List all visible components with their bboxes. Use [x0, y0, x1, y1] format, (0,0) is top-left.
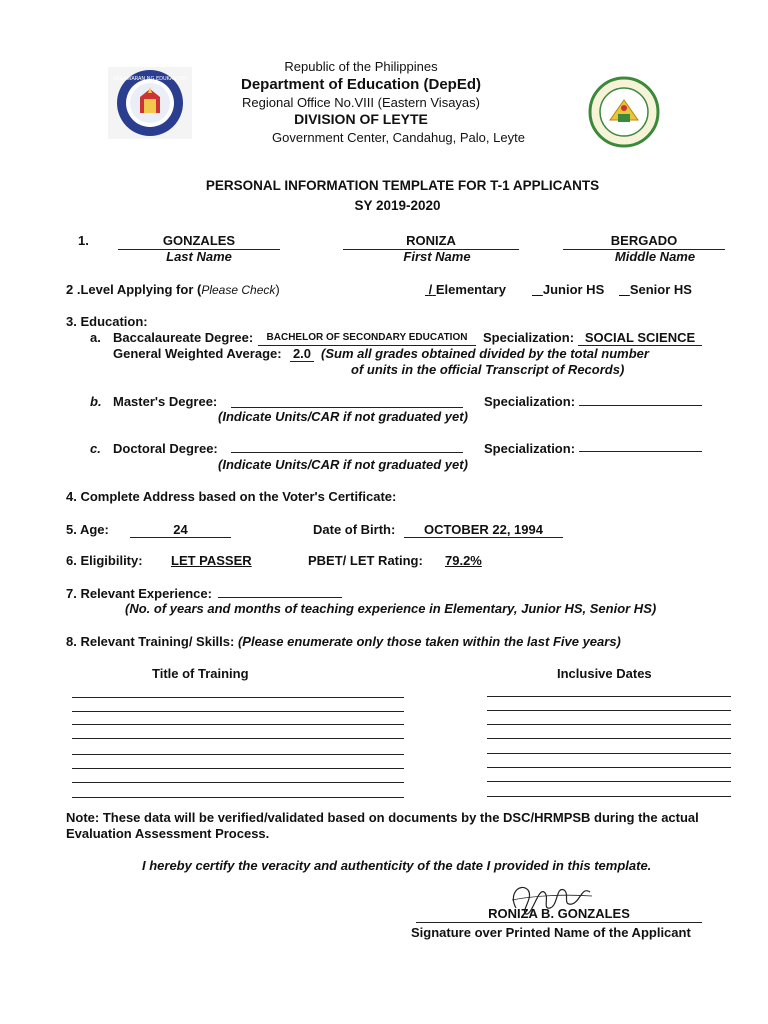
- rating-field[interactable]: 79.2%: [445, 553, 482, 568]
- gwa-label: General Weighted Average:: [113, 346, 282, 361]
- doctoral-spec-label: Specialization:: [484, 441, 576, 456]
- experience-field[interactable]: [218, 597, 342, 598]
- doctoral-note: (Indicate Units/CAR if not graduated yet): [218, 457, 468, 472]
- header-line-region: Regional Office No.VIII (Eastern Visayas): [242, 95, 480, 110]
- training-title-line[interactable]: [72, 697, 404, 698]
- bacc-spec-label: Specialization:: [483, 330, 575, 345]
- bacc-label: Baccalaureate Degree:: [113, 330, 254, 345]
- senior-hs-checkbox[interactable]: Senior HS: [629, 282, 692, 297]
- masters-prefix: b.: [90, 394, 102, 409]
- rating-label: PBET/ LET Rating:: [308, 553, 423, 568]
- item1-number: 1.: [78, 233, 89, 248]
- level-applying-label: 2 .Level Applying for (Please Check): [66, 282, 280, 297]
- age-label: 5. Age:: [66, 522, 109, 537]
- form-title: PERSONAL INFORMATION TEMPLATE FOR T-1 APPLICANTS: [205, 178, 600, 193]
- experience-label: 7. Relevant Experience:: [66, 586, 212, 601]
- svg-text:KAGAWARAN NG EDUKASYON: KAGAWARAN NG EDUKASYON: [113, 76, 187, 82]
- last-name-field[interactable]: GONZALES: [118, 233, 280, 250]
- form-school-year: SY 2019-2020: [354, 198, 441, 213]
- gwa-field[interactable]: 2.0: [290, 346, 314, 362]
- training-title-line[interactable]: [72, 711, 404, 712]
- middle-name-field[interactable]: BERGADO: [563, 233, 725, 250]
- eligibility-field[interactable]: LET PASSER: [171, 553, 252, 568]
- address-label: 4. Complete Address based on the Voter's Certificate:: [66, 489, 397, 504]
- doctoral-spec-field[interactable]: [579, 451, 702, 452]
- doctoral-degree-field[interactable]: [231, 452, 463, 453]
- elementary-checkbox[interactable]: / Elementary: [428, 282, 506, 297]
- masters-spec-field[interactable]: [579, 405, 702, 406]
- experience-note: (No. of years and months of teaching experience in Elementary, Junior HS, Senior HS): [125, 601, 657, 616]
- training-dates-line[interactable]: [487, 753, 731, 754]
- training-dates-line[interactable]: [487, 738, 731, 739]
- training-dates-line[interactable]: [487, 767, 731, 768]
- doctoral-label: Doctoral Degree:: [113, 441, 218, 456]
- training-title-line[interactable]: [72, 738, 404, 739]
- dob-field[interactable]: OCTOBER 22, 1994: [404, 522, 563, 538]
- education-label: 3. Education:: [66, 314, 148, 329]
- training-dates-line[interactable]: [487, 710, 731, 711]
- bacc-degree-field[interactable]: BACHELOR OF SECONDARY EDUCATION: [258, 332, 476, 346]
- last-name-label: Last Name: [166, 249, 232, 264]
- first-name-field[interactable]: RONIZA: [343, 233, 519, 250]
- eligibility-label: 6. Eligibility:: [66, 553, 143, 568]
- masters-label: Master's Degree:: [113, 394, 218, 409]
- applicant-printed-name: RONIZA B. GONZALES: [416, 906, 702, 923]
- note-line-2: Evaluation Assessment Process.: [66, 826, 270, 841]
- middle-name-label: Middle Name: [614, 249, 696, 264]
- signature-caption: Signature over Printed Name of the Applicant: [411, 925, 691, 940]
- masters-degree-field[interactable]: [231, 407, 463, 408]
- header-line-address: Government Center, Candahug, Palo, Leyte: [272, 130, 525, 145]
- training-title-line[interactable]: [72, 754, 404, 755]
- training-title-line[interactable]: [72, 724, 404, 725]
- training-dates-line[interactable]: [487, 781, 731, 782]
- training-dates-line[interactable]: [487, 796, 731, 797]
- training-dates-line[interactable]: [487, 724, 731, 725]
- division-leyte-seal: [583, 76, 665, 148]
- bacc-prefix: a.: [90, 330, 101, 345]
- doctoral-prefix: c.: [90, 441, 101, 456]
- age-field[interactable]: 24: [130, 522, 231, 538]
- training-label: 8. Relevant Training/ Skills: (Please enumerate only those taken within the last Five years): [66, 634, 621, 649]
- header-line-division: DIVISION OF LEYTE: [294, 111, 428, 127]
- junior-hs-checkbox[interactable]: Junior HS: [542, 282, 605, 297]
- gwa-note-1: (Sum all grades obtained divided by the total number: [321, 346, 649, 361]
- training-dates-header: Inclusive Dates: [557, 666, 652, 681]
- masters-note: (Indicate Units/CAR if not graduated yet): [218, 409, 468, 424]
- training-title-header: Title of Training: [152, 666, 249, 681]
- masters-spec-label: Specialization:: [484, 394, 576, 409]
- training-title-line[interactable]: [72, 768, 404, 769]
- training-dates-line[interactable]: [487, 696, 731, 697]
- gwa-note-2: of units in the official Transcript of Records): [351, 362, 625, 377]
- training-title-line[interactable]: [72, 797, 404, 798]
- header-line-republic: Republic of the Philippines: [284, 59, 438, 74]
- bacc-spec-field[interactable]: SOCIAL SCIENCE: [578, 330, 702, 346]
- header-line-deped: Department of Education (DepEd): [240, 76, 481, 93]
- first-name-label: First Name: [403, 249, 471, 264]
- training-title-line[interactable]: [72, 782, 404, 783]
- dob-label: Date of Birth:: [313, 522, 396, 537]
- certification-statement: I hereby certify the veracity and authenticity of the date I provided in this template.: [142, 858, 652, 873]
- note-line-1: Note: These data will be verified/validated based on documents by the DSC/HRMPSB during the actual: [66, 810, 699, 825]
